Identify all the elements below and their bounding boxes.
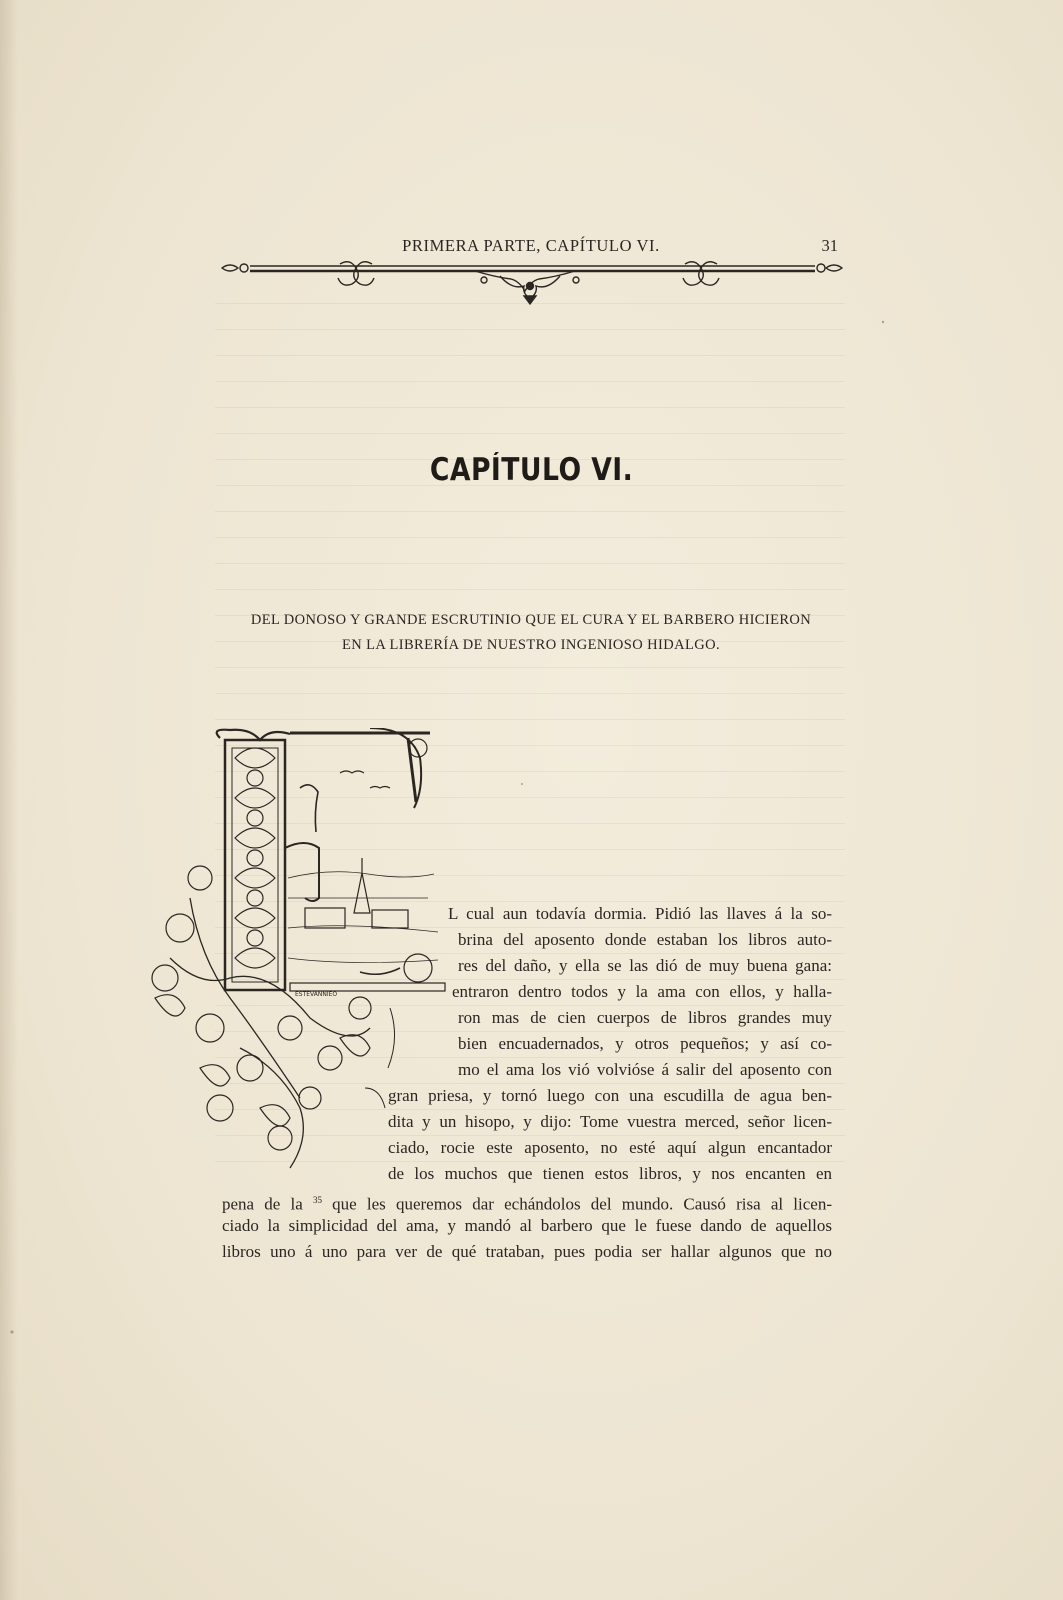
text-line: ciado la simplicidad del ama, y mandó al barbero que le fuese dando de aquellos — [222, 1216, 832, 1235]
text-line: ron mas de cien cuerpos de libros grandes muy — [458, 1008, 832, 1027]
text-line: L cual aun todavía dormia. Pidió las llaves á la so- — [448, 904, 832, 923]
text-line: res del daño, y ella se las dió de muy buena gana: — [458, 956, 832, 975]
text-line: brina del aposento donde estaban los libros auto- — [458, 930, 832, 949]
text-line: libros uno á uno para ver de qué trataban, pues podia ser hallar algunos que no — [222, 1242, 832, 1261]
text-fragment: que les queremos dar echándolos del mundo. Causó risa al licen- — [332, 1194, 832, 1214]
page-number: 31 — [821, 236, 838, 255]
engraver-signature: ESTEVANNIEO — [295, 991, 338, 998]
running-head-title: PRIMERA PARTE, CAPÍTULO VI. — [402, 236, 660, 255]
text-line: entraron dentro todos y la ama con ellos, y halla- — [452, 982, 832, 1001]
text-line: bien encuadernados, y otros pequeños; y así co- — [458, 1034, 832, 1053]
text-line: dita y un hisopo, y dijo: Tome vuestra merced, señor licen- — [388, 1112, 832, 1131]
text-line: ciado, rocie este aposento, no esté aquí algun encantador — [388, 1138, 832, 1157]
chapter-subtitle-line: DEL DONOSO Y GRANDE ESCRUTINIO QUE EL CURA Y EL BARBERO HICIERON — [250, 612, 812, 628]
text-fragment: pena de la — [222, 1194, 303, 1214]
chapter-subtitle-line: EN LA LIBRERÍA DE NUESTRO INGENIOSO HIDALGO. — [341, 637, 721, 653]
footnote-marker[interactable]: 35 — [312, 1195, 322, 1205]
text-line: gran priesa, y tornó luego con una escudilla de agua ben- — [388, 1086, 832, 1105]
chapter-title: CAPÍTULO VI. — [429, 452, 634, 488]
text-line: de los muchos que tienen estos libros, y nos encanten en — [388, 1164, 832, 1183]
text-line: mo el ama los vió volvióse á salir del aposento con — [458, 1060, 832, 1079]
